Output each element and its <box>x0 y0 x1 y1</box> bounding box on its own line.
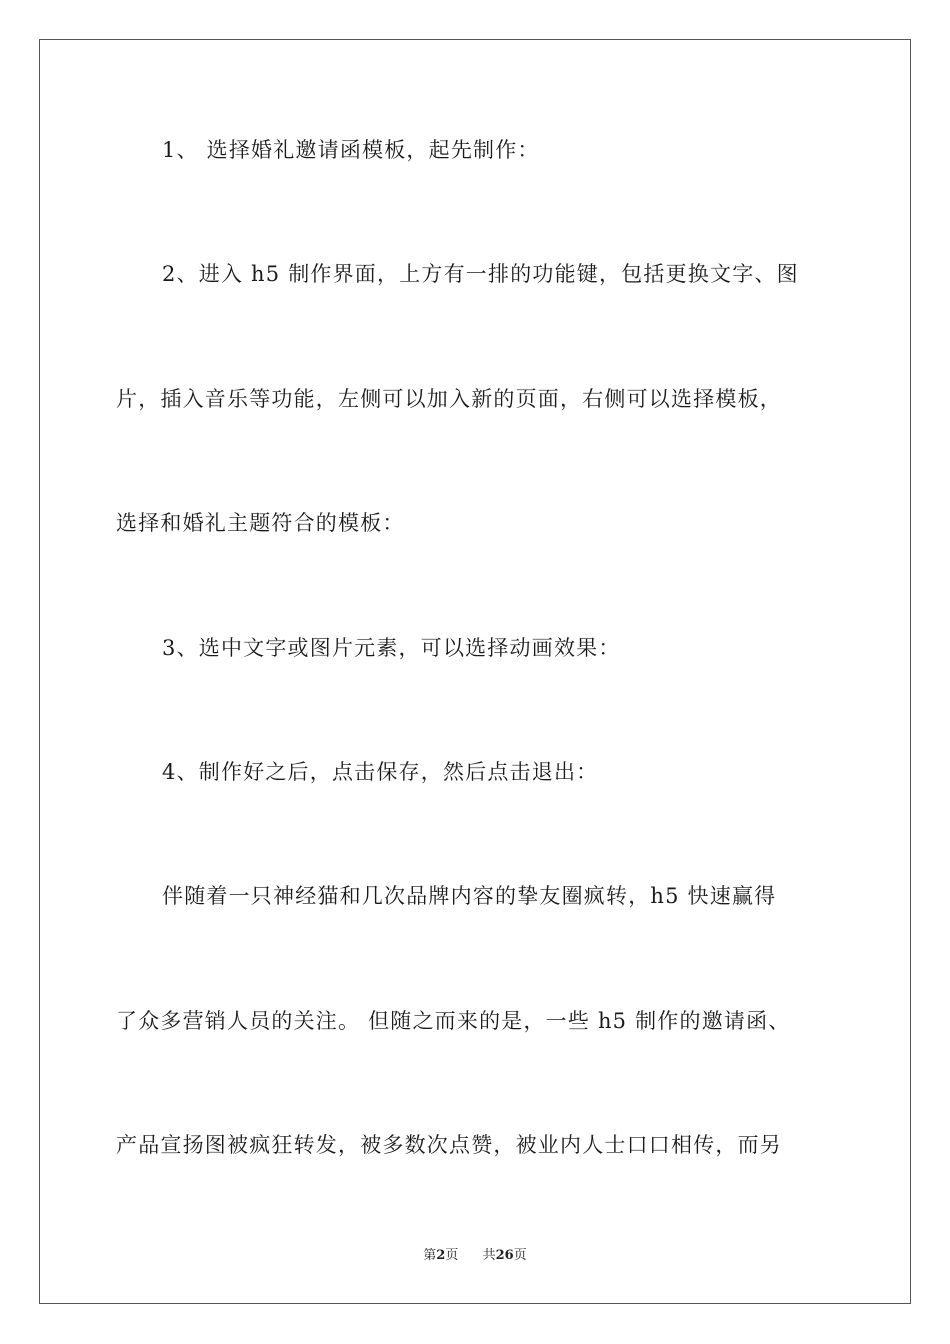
paragraph-body-line-1: 伴随着一只神经猫和几次品牌内容的挚友圈疯转，h5 快速赢得 <box>162 884 777 908</box>
page-total: 26 <box>495 1248 514 1263</box>
page-border <box>39 39 911 1304</box>
paragraph-body-line-2: 了众多营销人员的关注。 但随之而来的是，一些 h5 制作的邀请函、 <box>116 1009 791 1033</box>
paragraph-step-2-line-1: 2、进入 h5 制作界面，上方有一排的功能键，包括更换文字、图 <box>162 262 799 286</box>
page-prefix: 第 <box>423 1248 437 1263</box>
total-prefix: 共 <box>482 1248 496 1263</box>
page-footer <box>0 1247 950 1265</box>
page-suffix: 页 <box>445 1248 459 1263</box>
page-current: 2 <box>436 1248 446 1263</box>
paragraph-step-1: 1、 选择婚礼邀请函模板，起先制作： <box>162 138 540 162</box>
total-suffix: 页 <box>513 1248 527 1263</box>
paragraph-step-3: 3、选中文字或图片元素，可以选择动画效果： <box>162 636 621 660</box>
paragraph-step-2-line-3: 选择和婚礼主题符合的模板： <box>116 511 405 535</box>
paragraph-step-2-line-2: 片，插入音乐等功能，左侧可以加入新的页面，右侧可以选择模板， <box>116 387 782 411</box>
paragraph-body-line-3: 产品宣扬图被疯狂转发，被多数次点赞，被业内人士口口相传，而另 <box>116 1133 782 1157</box>
paragraph-step-4: 4、制作好之后，点击保存，然后点击退出： <box>162 760 599 784</box>
